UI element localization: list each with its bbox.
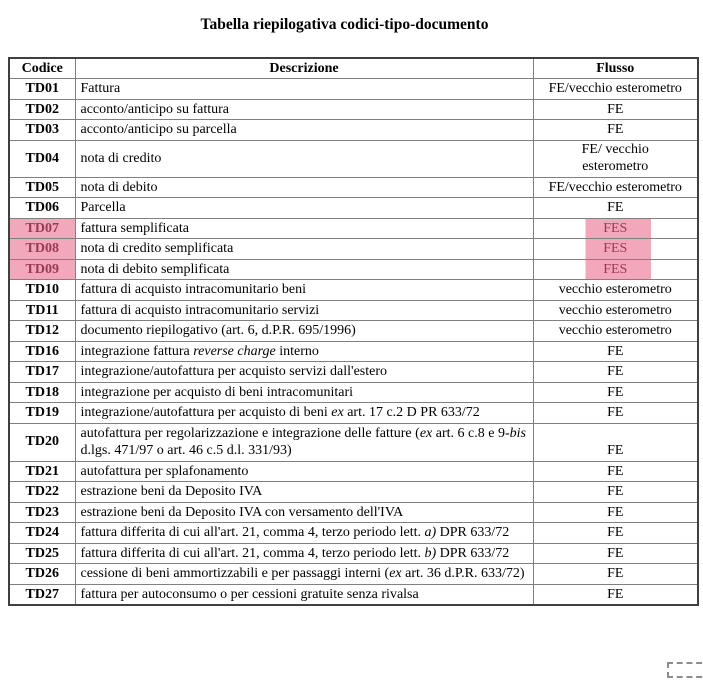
description-segment: acconto/anticipo su fattura <box>80 101 229 117</box>
flusso-cell: FE <box>533 120 698 141</box>
description-cell <box>75 523 533 544</box>
description-segment: acconto/anticipo su parcella <box>80 122 237 137</box>
flusso-cell: FE <box>533 403 698 424</box>
table-row <box>9 198 698 219</box>
table-row <box>9 502 698 523</box>
flusso-cell: FE <box>533 461 698 482</box>
table-row <box>9 140 698 177</box>
table-row <box>9 300 698 321</box>
description-italic-segment: a) <box>424 525 437 540</box>
description-cell <box>75 584 533 605</box>
flusso-cell: vecchio esterometro <box>533 321 698 342</box>
description-cell <box>75 140 533 177</box>
description-cell <box>75 341 533 362</box>
flusso-cell: FE <box>533 502 698 523</box>
flusso-cell: FE <box>533 341 698 362</box>
description-italic-segment: b) <box>424 545 437 561</box>
description-segment: documento riepilogativo (art. 6, d.P.R. 695/1996) <box>80 323 356 338</box>
table-row <box>9 584 698 605</box>
description-segment: nota di credito <box>80 150 162 166</box>
description-segment: Fattura <box>80 81 121 96</box>
table-row <box>9 259 698 280</box>
flusso-cell: FES <box>533 259 698 280</box>
code-cell: TD12 <box>9 321 75 342</box>
description-segment: integrazione/autofattura per acquisto di beni <box>80 405 332 420</box>
header-flusso: Flusso <box>533 58 698 79</box>
flusso-cell: FE/vecchio esterometro <box>533 79 698 100</box>
code-cell: TD10 <box>9 280 75 301</box>
table-row <box>9 120 698 141</box>
description-italic-segment: ex <box>389 566 402 581</box>
page-title: Tabella riepilogativa codici-tipo-documento <box>200 16 489 33</box>
description-italic-segment: bis <box>509 425 526 441</box>
description-segment: estrazione beni da Deposito IVA con versamento dell'IVA <box>80 504 404 520</box>
description-cell <box>75 99 533 120</box>
code-cell: TD08 <box>9 239 75 260</box>
description-segment: cessione di beni ammortizzabili e per passaggi interni ( <box>80 566 390 581</box>
description-segment: d.lgs. 471/97 o art. 46 c.5 d.l. 331/93) <box>80 443 292 458</box>
description-cell <box>75 280 533 301</box>
document-type-codes-table <box>8 57 699 606</box>
table-row <box>9 482 698 503</box>
flusso-cell: FE/vecchio esterometro <box>533 177 698 198</box>
description-cell <box>75 403 533 424</box>
code-cell: TD06 <box>9 198 75 219</box>
description-segment: autofattura per splafonamento <box>80 463 249 479</box>
flusso-cell: FE/ vecchio esterometro <box>533 140 698 177</box>
flusso-cell: FE <box>533 482 698 503</box>
description-segment: DPR 633/72 <box>436 525 510 540</box>
table-row <box>9 239 698 260</box>
description-segment: DPR 633/72 <box>436 545 510 561</box>
table-row <box>9 382 698 403</box>
flusso-cell: FE <box>533 198 698 219</box>
flusso-cell: vecchio esterometro <box>533 300 698 321</box>
code-cell: TD03 <box>9 120 75 141</box>
table-row <box>9 362 698 383</box>
description-segment: integrazione per acquisto di beni intracomunitari <box>80 384 354 400</box>
description-segment: fattura differita di cui all'art. 21, comma 4, terzo periodo lett. <box>80 525 425 540</box>
description-segment: integrazione fattura <box>80 343 194 359</box>
table-row <box>9 423 698 461</box>
flusso-cell: FE <box>533 523 698 544</box>
code-cell: TD19 <box>9 403 75 424</box>
code-cell: TD21 <box>9 461 75 482</box>
description-segment: fattura semplificata <box>80 220 189 236</box>
description-cell <box>75 218 533 239</box>
description-segment: fattura di acquisto intracomunitario servizi <box>80 302 320 318</box>
table-row <box>9 177 698 198</box>
table-row <box>9 523 698 544</box>
description-cell <box>75 259 533 280</box>
code-cell: TD16 <box>9 341 75 362</box>
description-cell <box>75 198 533 219</box>
code-cell: TD17 <box>9 362 75 383</box>
header-codice: Codice <box>9 58 75 79</box>
flusso-cell: FE <box>533 362 698 383</box>
description-cell <box>75 362 533 383</box>
description-cell <box>75 382 533 403</box>
code-cell: TD26 <box>9 564 75 585</box>
code-cell: TD02 <box>9 99 75 120</box>
flusso-cell: FE <box>533 382 698 403</box>
description-italic-segment: reverse charge <box>193 343 276 359</box>
description-cell <box>75 120 533 141</box>
code-cell: TD07 <box>9 218 75 239</box>
description-segment: autofattura per regolarizzazione e integrazione delle fatture ( <box>80 425 420 441</box>
description-segment: fattura di acquisto intracomunitario beni <box>80 282 306 297</box>
description-italic-segment: ex <box>419 425 433 441</box>
description-cell <box>75 79 533 100</box>
flusso-cell: FES <box>533 218 698 239</box>
description-cell <box>75 423 533 461</box>
description-segment: fattura per autoconsumo o per cessioni gratuite senza rivalsa <box>80 586 419 602</box>
table-row <box>9 461 698 482</box>
flusso-cell: FE <box>533 423 698 461</box>
description-cell <box>75 502 533 523</box>
code-cell: TD18 <box>9 382 75 403</box>
code-cell: TD11 <box>9 300 75 321</box>
code-cell: TD01 <box>9 79 75 100</box>
flusso-cell: FE <box>533 543 698 564</box>
code-cell: TD27 <box>9 584 75 605</box>
table-row <box>9 543 698 564</box>
description-segment: integrazione/autofattura per acquisto servizi dall'estero <box>80 364 388 379</box>
header-descrizione: Descrizione <box>75 58 533 79</box>
table-row <box>9 321 698 342</box>
code-cell: TD22 <box>9 482 75 503</box>
flusso-cell: FE <box>533 564 698 585</box>
table-row <box>9 403 698 424</box>
description-segment: nota di debito semplificata <box>80 261 230 277</box>
header-row <box>9 58 698 79</box>
description-segment: nota di debito <box>80 179 158 195</box>
description-segment: Parcella <box>80 200 126 215</box>
description-segment: fattura differita di cui all'art. 21, comma 4, terzo periodo lett. <box>80 545 425 561</box>
description-cell <box>75 177 533 198</box>
code-cell: TD04 <box>9 140 75 177</box>
table-header <box>9 58 698 79</box>
flusso-cell: vecchio esterometro <box>533 280 698 301</box>
code-cell: TD23 <box>9 502 75 523</box>
description-italic-segment: ex <box>331 405 344 420</box>
table-body <box>9 79 698 606</box>
description-segment: art. 6 c.8 e 9- <box>432 425 510 441</box>
description-cell <box>75 482 533 503</box>
description-cell <box>75 239 533 260</box>
flusso-cell: FE <box>533 99 698 120</box>
description-cell <box>75 543 533 564</box>
code-cell: TD25 <box>9 543 75 564</box>
code-cell: TD20 <box>9 423 75 461</box>
code-cell: TD05 <box>9 177 75 198</box>
description-cell <box>75 564 533 585</box>
description-segment: art. 36 d.P.R. 633/72) <box>401 566 525 581</box>
description-segment: art. 17 c.2 D PR 633/72 <box>343 405 480 420</box>
table-row <box>9 99 698 120</box>
description-segment: estrazione beni da Deposito IVA <box>80 484 263 499</box>
code-cell: TD09 <box>9 259 75 280</box>
description-cell <box>75 321 533 342</box>
description-cell <box>75 300 533 321</box>
description-segment: nota di credito semplificata <box>80 241 234 256</box>
description-cell <box>75 461 533 482</box>
table-row <box>9 280 698 301</box>
flusso-cell: FES <box>533 239 698 260</box>
table-row <box>9 341 698 362</box>
table-row <box>9 218 698 239</box>
flusso-cell: FE <box>533 584 698 605</box>
table-row <box>9 564 698 585</box>
description-segment: interno <box>275 343 319 359</box>
code-cell: TD24 <box>9 523 75 544</box>
table-row <box>9 79 698 100</box>
selection-marquee <box>667 662 703 678</box>
